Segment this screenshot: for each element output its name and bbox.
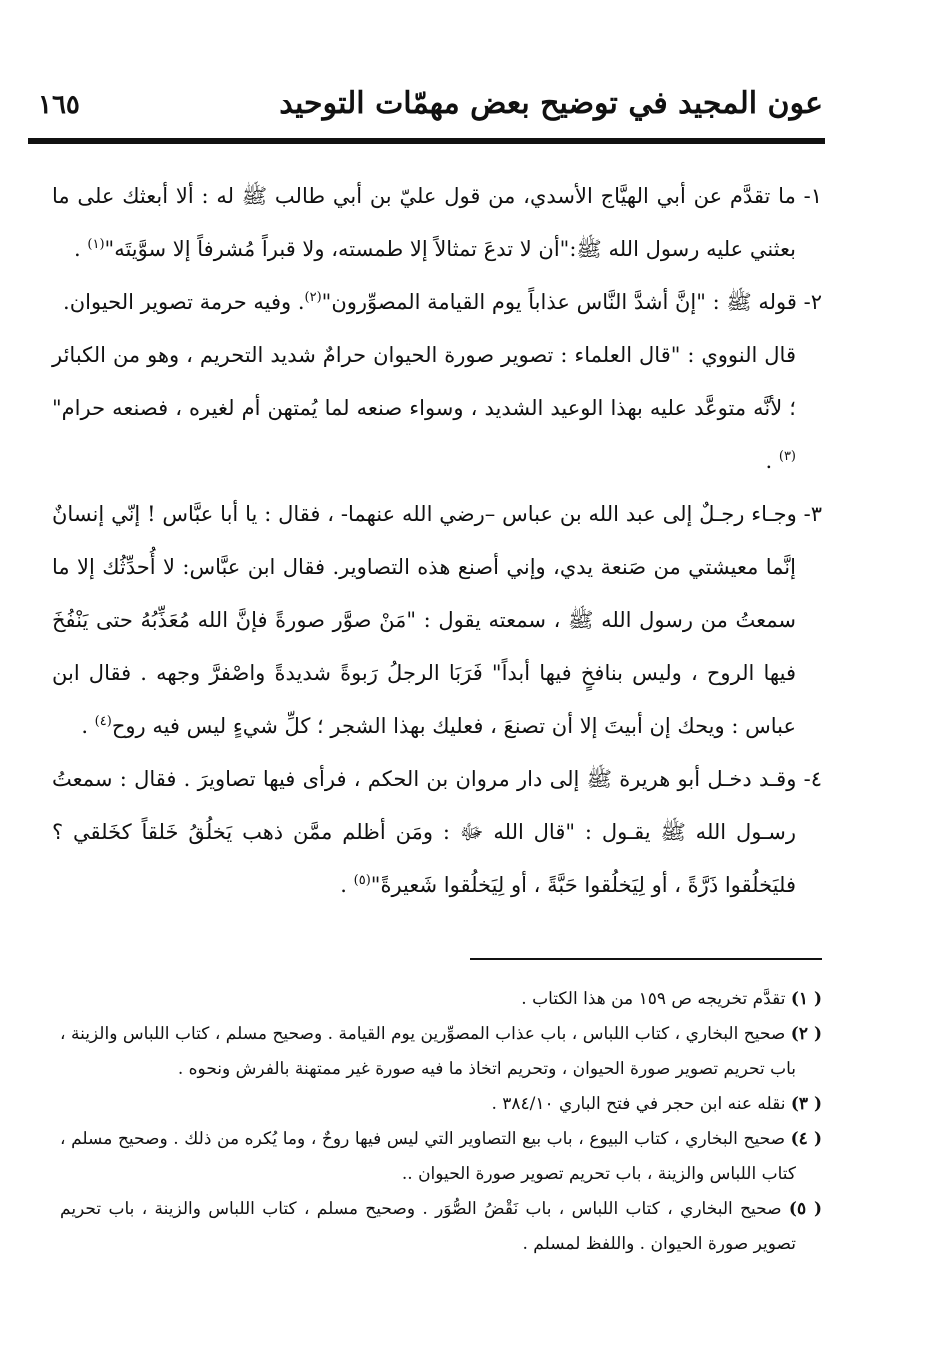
item-number: ٢-	[796, 290, 822, 314]
footnote	[60, 982, 822, 1017]
footnote-ref: (٢)	[304, 290, 322, 305]
item-tail: . وفيه حرمة تصوير الحيوان.	[63, 290, 305, 314]
list-item	[52, 276, 822, 329]
footnotes	[60, 982, 822, 1262]
item-tail: .	[340, 873, 354, 897]
footnote-text: صحيح البخاري ، كتاب اللباس ، باب عذاب المصوِّرين يوم القيامة . وصحيح مسلم ، كتاب اللباس والزينة ، باب تحريم تصوير صورة الحيوان ، وتحريم اتخاذ ما فيه صورة غير ممتهنة بالفرش ونحوه .	[60, 1024, 796, 1079]
page-number: ١٦٥	[38, 90, 80, 120]
item-text: قال النووي : "قال العلماء : تصوير صورة الحيوان حرامٌ شديد التحريم ، وهو من الكبائر ؛ لأنَّه متوعَّد عليه بهذا الوعيد الشديد ، وسواء صنعه لما يُمتهن أم لغيره ، فصنعه حرام"	[52, 343, 796, 420]
item-text: ما تقدَّم عن أبي الهيَّاج الأسدي، من قول عليّ بن أبي طالب ﷺ له : ألا أبعثك على ما بعثني عليه رسول الله ﷺ:"أن لا تدعَ تمثالاً إلا طمسته، ولا قبراً مُشرفاً إلا سوَّيتَه"	[52, 184, 796, 261]
item-text: قوله ﷺ : "إنَّ أشدَّ النَّاس عذاباً يوم القيامة المصوِّرون"	[321, 290, 797, 314]
footnote-text: نقله عنه ابن حجر في فتح الباري ٣٨٤/١٠ .	[491, 1094, 791, 1114]
item-number: ١-	[795, 184, 822, 208]
footnote-ref: (٣)	[778, 449, 796, 464]
book-title: عون المجيد في توضيح بعض مهمّات التوحيد	[279, 86, 823, 121]
footnote-ref: (٥)	[353, 873, 371, 888]
footnote-ref: (٤)	[94, 714, 112, 729]
item-tail: .	[81, 714, 95, 738]
item-number: ٤-	[796, 767, 822, 791]
footnote	[60, 1087, 822, 1122]
list-item	[52, 170, 822, 276]
item-tail: .	[74, 237, 88, 261]
list-item	[52, 753, 822, 912]
item-text: وقـد دخـل أبو هريرة ﷺ إلى دار مروان بن الحكم ، فرأى فيها تصاويرَ . فقال : سمعتُ رسـول الله ﷺ يقـول : "قال الله ﷻ : ومَن أظلم ممَّن ذهب يَخلُقُ خَلقاً كخَلقي ؟ فليَخلُقوا ذَرَّةً ، أو لِيَخلُقوا حَبَّةً ، أو لِيَخلُقوا شَعيرةً"	[52, 767, 797, 897]
list-item	[52, 488, 822, 753]
footnote-ref: (١)	[87, 237, 105, 252]
footnote-number: ( ٤)	[790, 1129, 822, 1149]
footnote	[60, 1122, 822, 1192]
footnote-number: ( ٣)	[790, 1094, 822, 1114]
running-header	[28, 86, 823, 130]
footnote	[60, 1192, 822, 1262]
footnote	[60, 1017, 822, 1087]
footnote-text: صحيح البخاري ، كتاب اللباس ، باب نَقْضُ الصُّوَر . وصحيح مسلم ، كتاب اللباس والزينة ، باب تحريم تصوير صورة الحيوان . واللفظ لمسلم .	[60, 1199, 796, 1254]
item-number: ٣-	[796, 502, 822, 526]
footnote-text: صحيح البخاري ، كتاب البيوع ، باب بيع التصاوير التي ليس فيها روحٌ ، وما يُكره من ذلك . وصحيح مسلم ، كتاب اللباس والزينة ، باب تحريم تصوير صورة الحيوان ..	[60, 1129, 796, 1184]
item-tail: .	[765, 449, 779, 473]
footnote-number: ( ٥)	[788, 1199, 822, 1219]
main-text	[52, 170, 822, 912]
footnote-divider	[470, 958, 822, 960]
header-divider	[28, 138, 825, 144]
footnote-text: تقدَّم تخريجه ص ١٥٩ من هذا الكتاب .	[521, 989, 791, 1009]
quote-paragraph	[52, 329, 822, 488]
footnote-number: ( ٢)	[790, 1024, 822, 1044]
footnote-number: ( ١)	[790, 989, 822, 1009]
item-text: وجـاء رجـلٌ إلى عبد الله بن عباس –رضي الله عنهما- ، فقال : يا أبا عبَّاس ! إنّي إنسانٌ إنَّما معيشتي من صَنعة يدي، وإني أصنع هذه التصاوير. فقال ابن عبَّاس: لا أُحدِّثُك إلا ما سمعتُ من رسول الله ﷺ ، سمعته يقول : "مَنْ صوَّر صورةً فإنَّ الله مُعَذِّبُهُ حتى يَنْفُخَ فيها الروح ، وليس بنافخٍ فيها أبداً" فَرَبَا الرجلُ رَبوةً شديدةً واصْفرَّ وجهه . فقال ابن عباس : ويحك إن أبيتَ إلا أن تصنعَ ، فعليك بهذا الشجر ؛ كلِّ شيءٍ ليس فيه روح	[52, 502, 797, 738]
